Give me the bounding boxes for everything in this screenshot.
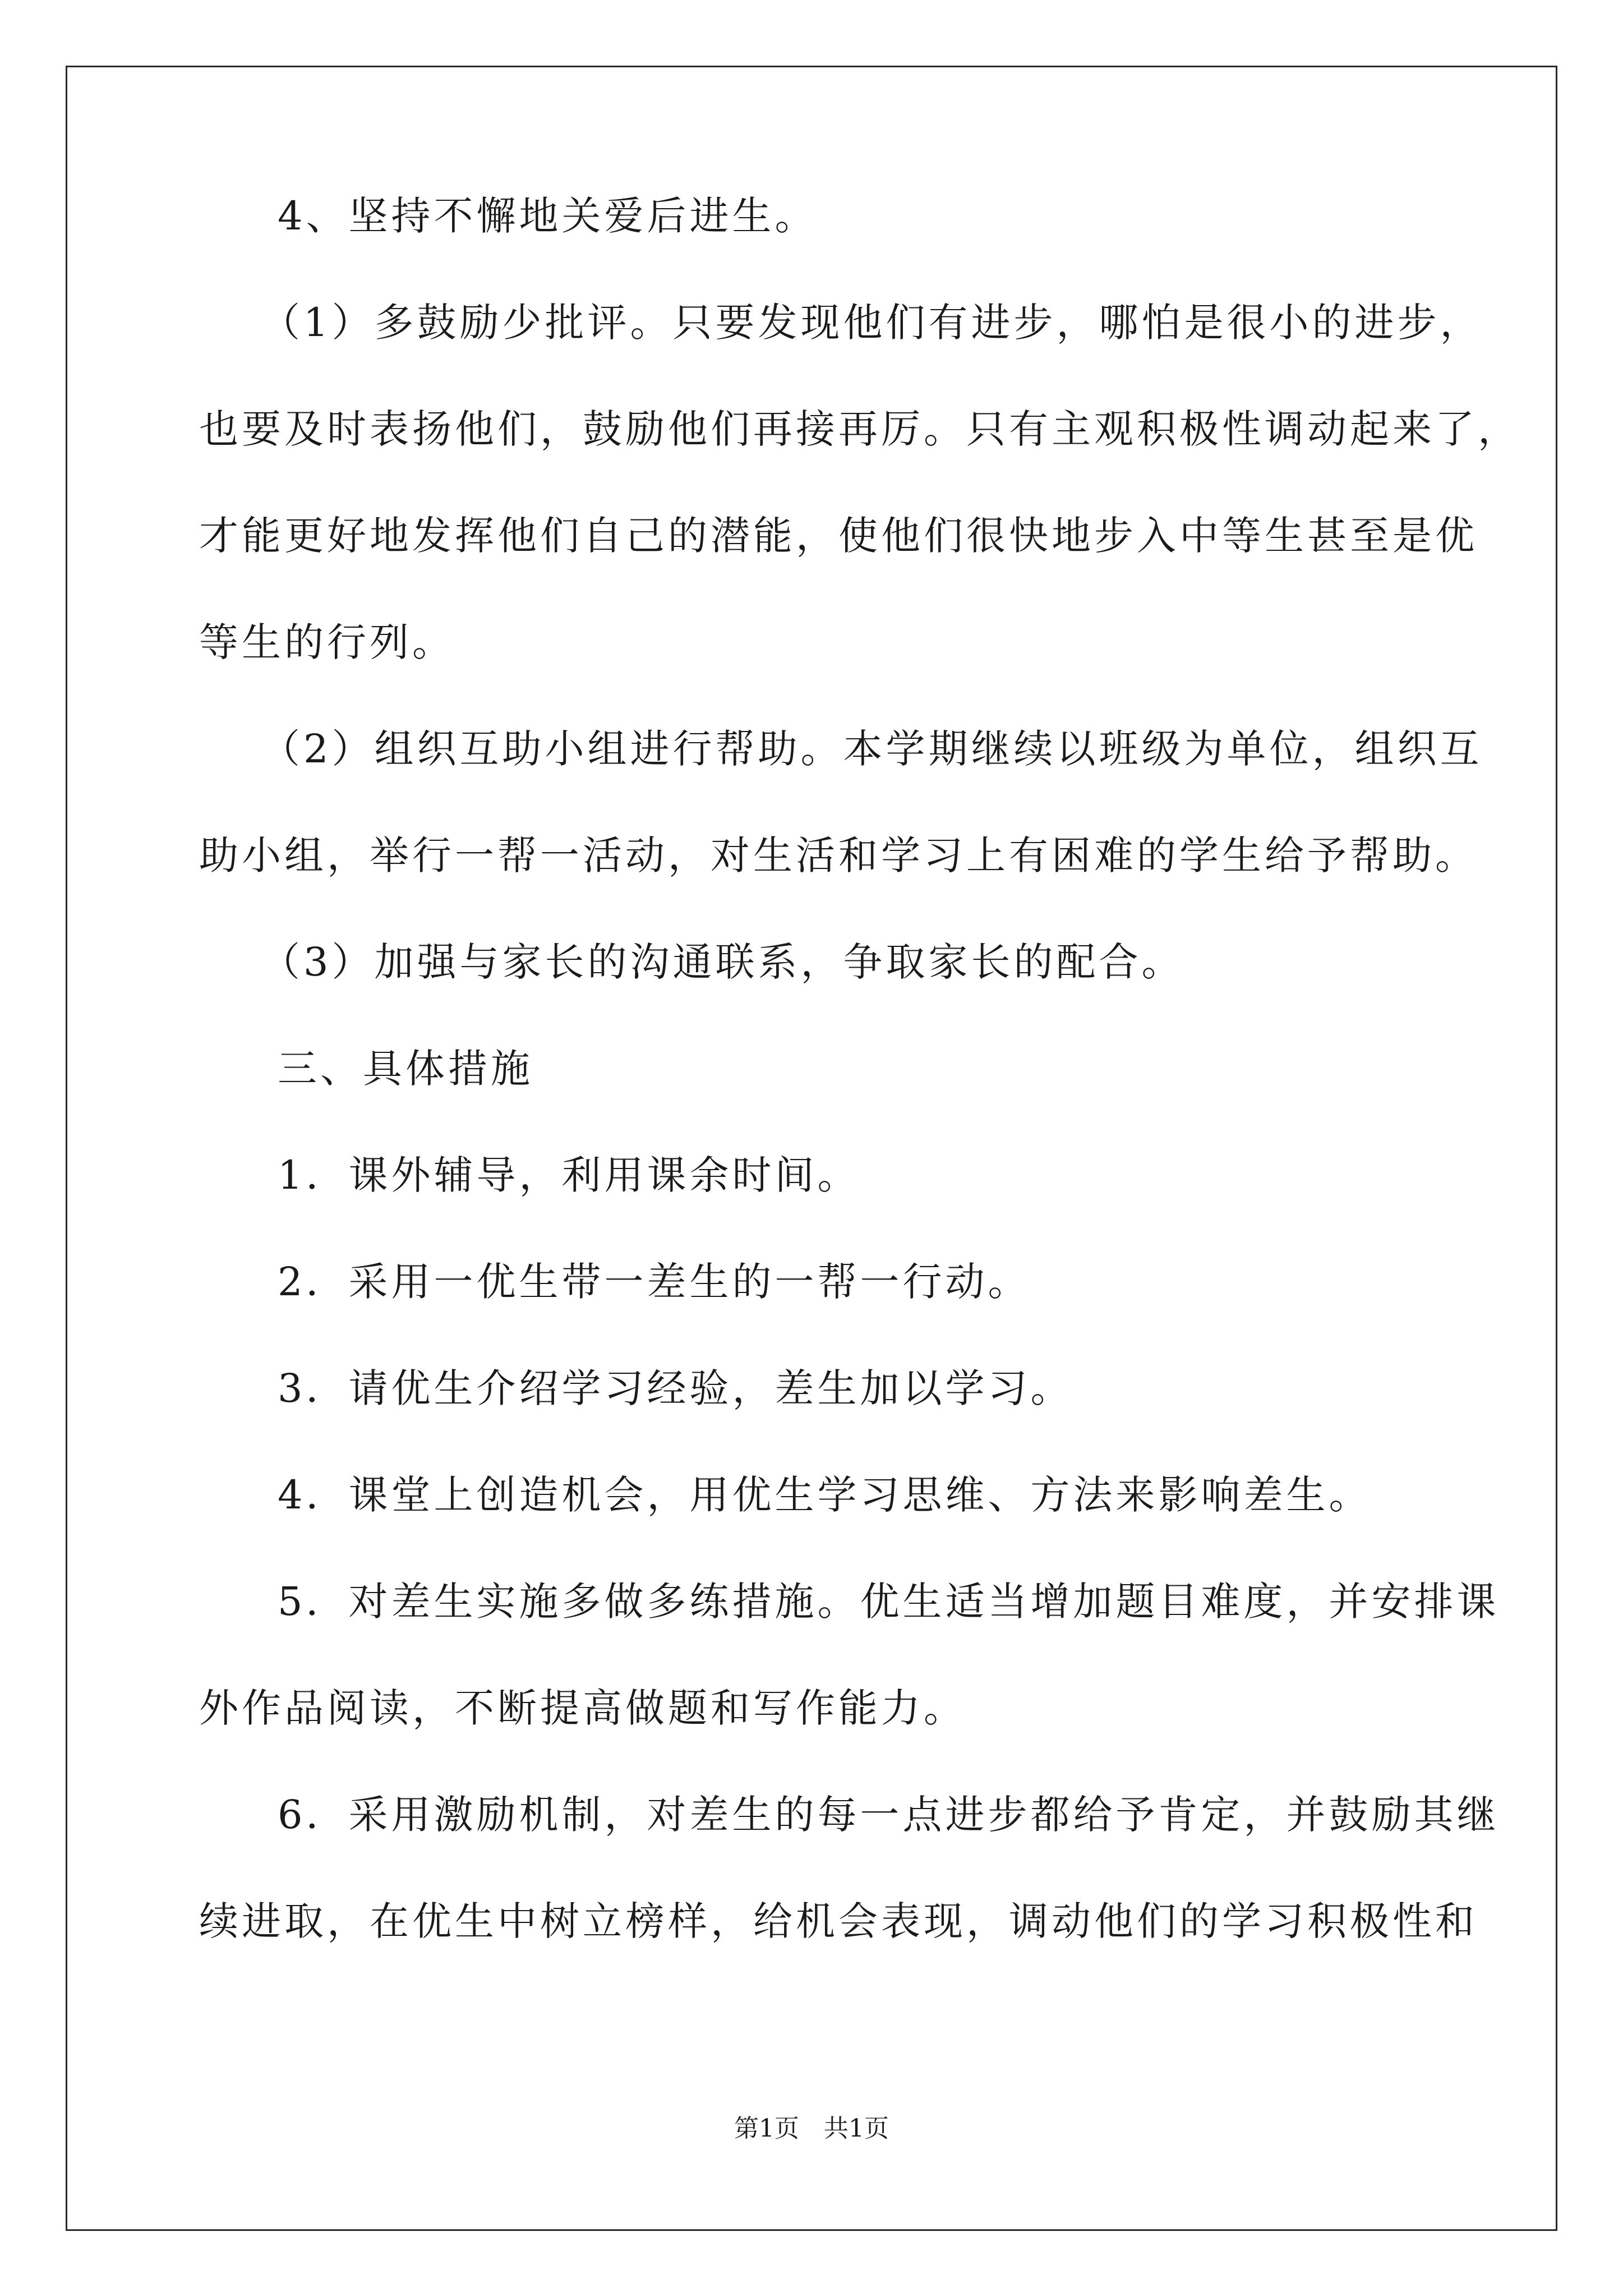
text-line: 5．对差生实施多做多练措施。优生适当增加题目难度，并安排课: [278, 1579, 1500, 1625]
section-heading: 三、具体措施: [278, 1046, 533, 1092]
text-line: 助小组，举行一帮一活动，对生活和学习上有困难的学生给予帮助。: [199, 832, 1478, 878]
text-line: 外作品阅读，不断提高做题和写作能力。: [199, 1685, 966, 1731]
text-line: （1）多鼓励少批评。只要发现他们有进步，哪怕是很小的进步，: [261, 300, 1483, 346]
text-line: 4、坚持不懈地关爱后进生。: [278, 193, 818, 239]
text-line: （3）加强与家长的沟通联系，争取家长的配合。: [261, 939, 1184, 985]
text-line: 6．采用激励机制，对差生的每一点进步都给予肯定，并鼓励其继: [278, 1792, 1500, 1838]
text-line: 1．课外辅导，利用课余时间。: [278, 1152, 860, 1198]
text-line: 等生的行列。: [199, 619, 455, 665]
text-line: 续进取，在优生中树立榜样，给机会表现，调动他们的学习积极性和: [199, 1898, 1478, 1944]
text-line: 4．课堂上创造机会，用优生学习思维、方法来影响差生。: [278, 1472, 1372, 1518]
page-number-footer: 第1页 共1页: [734, 2114, 889, 2143]
text-line: 也要及时表扬他们，鼓励他们再接再厉。只有主观积极性调动起来了，: [199, 406, 1520, 452]
text-line: 3．请优生介绍学习经验，差生加以学习。: [278, 1365, 1073, 1411]
text-line: 才能更好地发挥他们自己的潜能，使他们很快地步入中等生甚至是优: [199, 513, 1478, 559]
text-line: 2．采用一优生带一差生的一帮一行动。: [278, 1259, 1031, 1305]
text-line: （2）组织互助小组进行帮助。本学期继续以班级为单位，组织互: [261, 726, 1483, 772]
